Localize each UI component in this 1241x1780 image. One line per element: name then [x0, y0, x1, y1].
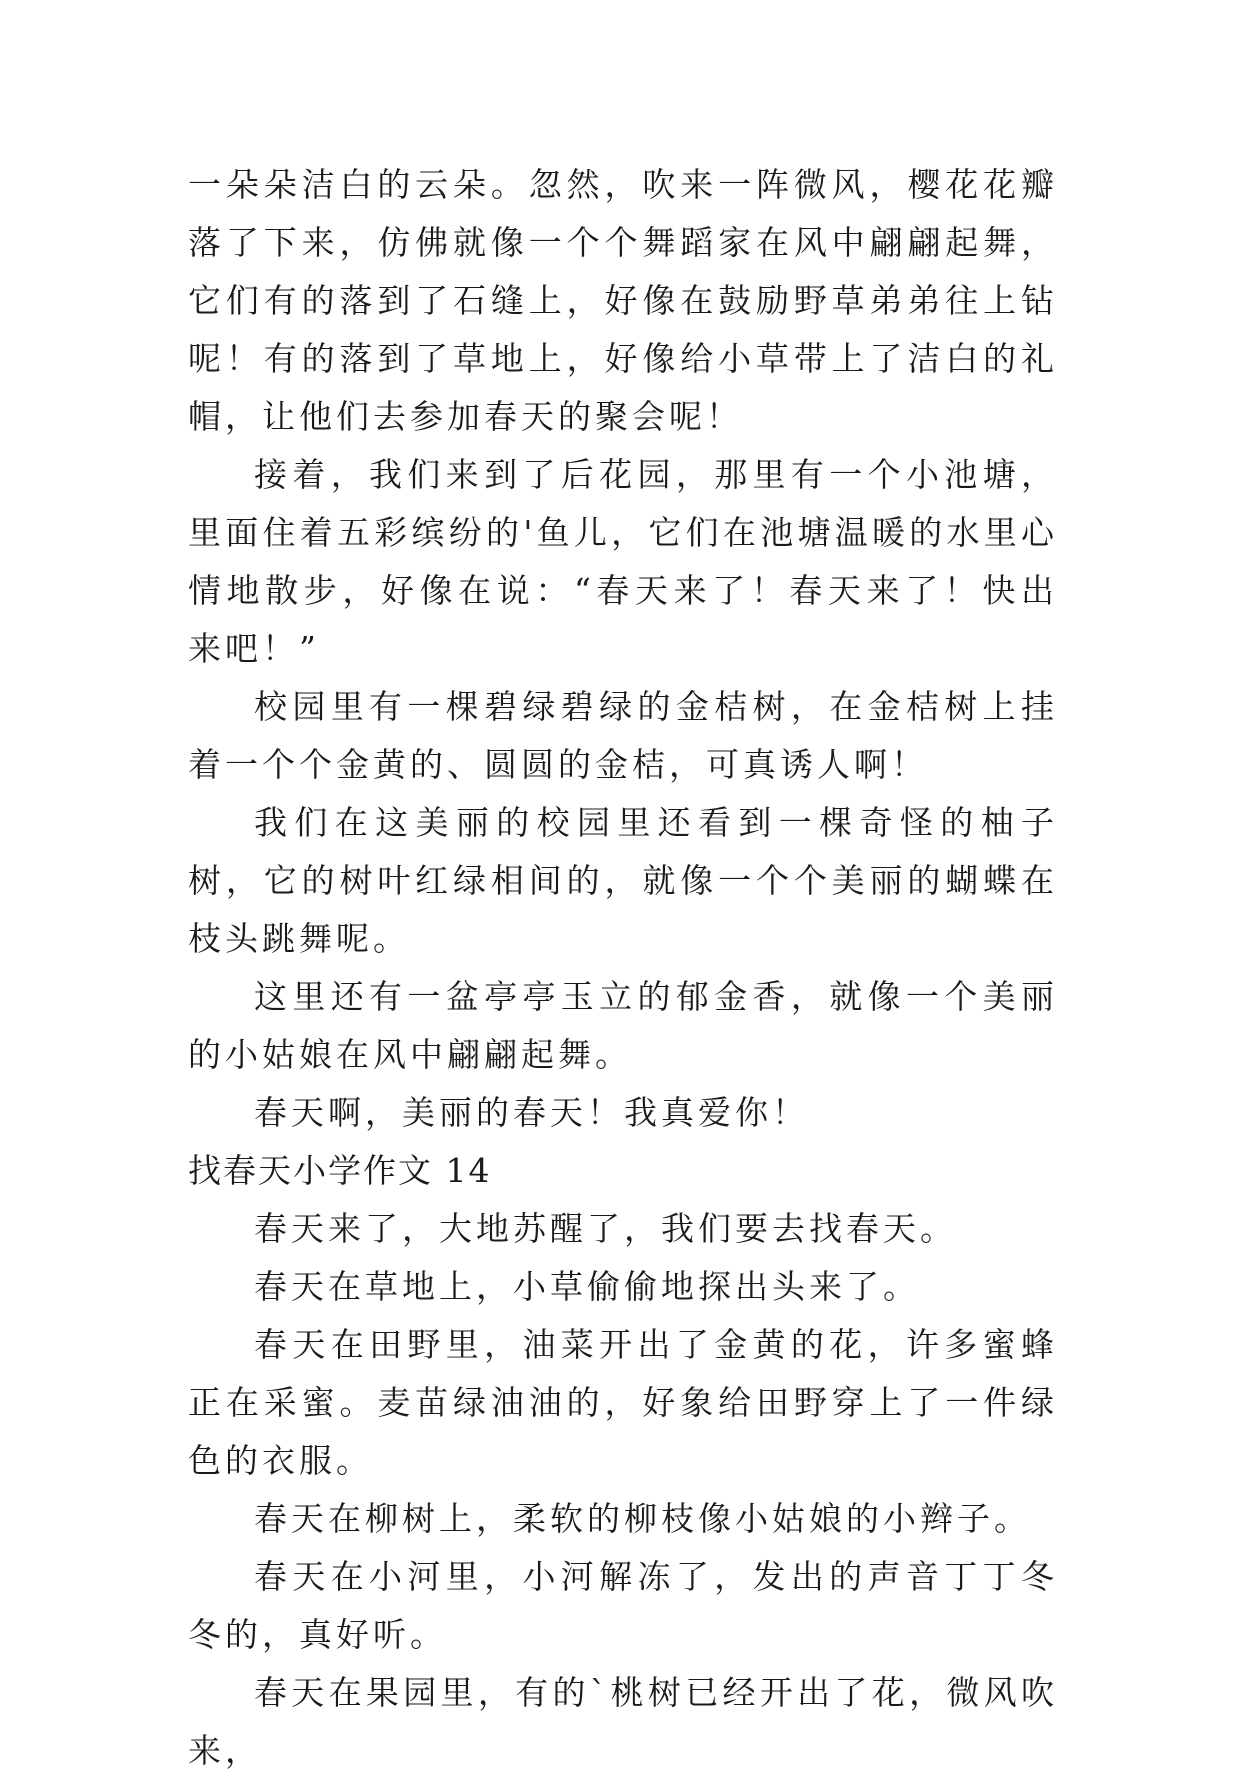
paragraph: 春天在田野里，油菜开出了金黄的花，许多蜜蜂正在采蜜。麦苗绿油油的，好象给田野穿上了一件绿色的衣服。	[188, 1325, 1058, 1480]
paragraph: 接着，我们来到了后花园，那里有一个小池塘，里面住着五彩缤纷的'鱼儿，它们在池塘温暖的水里心情地散步，好像在说：“春天来了！春天来了！快出来吧！”	[188, 455, 1058, 668]
paragraph: 春天在果园里，有的`桃树已经开出了花，微风吹来，	[188, 1673, 1058, 1770]
paragraph: 春天来了，大地苏醒了，我们要去找春天。	[254, 1209, 957, 1248]
paragraph: 这里还有一盆亭亭玉立的郁金香，就像一个美丽的小姑娘在风中翩翩起舞。	[188, 977, 1058, 1074]
paragraph: 春天在草地上，小草偷偷地探出头来了。	[254, 1267, 920, 1306]
paragraph: 春天在小河里，小河解冻了，发出的声音丁丁冬冬的，真好听。	[188, 1557, 1058, 1654]
paragraph: 校园里有一棵碧绿碧绿的金桔树，在金桔树上挂着一个个金黄的、圆圆的金桔，可真诱人啊！	[188, 687, 1058, 784]
paragraph: 我们在这美丽的校园里还看到一棵奇怪的柚子树，它的树叶红绿相间的，就像一个个美丽的蝴蝶在枝头跳舞呢。	[188, 803, 1058, 958]
section-title: 找春天小学作文 14	[188, 1151, 492, 1190]
document-body	[188, 156, 1058, 1780]
paragraph-continuation: 一朵朵洁白的云朵。忽然，吹来一阵微风，樱花花瓣落了下来，仿佛就像一个个舞蹈家在风中翩翩起舞，它们有的落到了石缝上，好像在鼓励野草弟弟往上钻呢！有的落到了草地上，好像给小草带上了洁白的礼帽，让他们去参加春天的聚会呢！	[188, 165, 1058, 436]
paragraph: 春天在柳树上，柔软的柳枝像小姑娘的小辫子。	[254, 1499, 1031, 1538]
paragraph: 春天啊，美丽的春天！我真爱你！	[254, 1093, 809, 1132]
